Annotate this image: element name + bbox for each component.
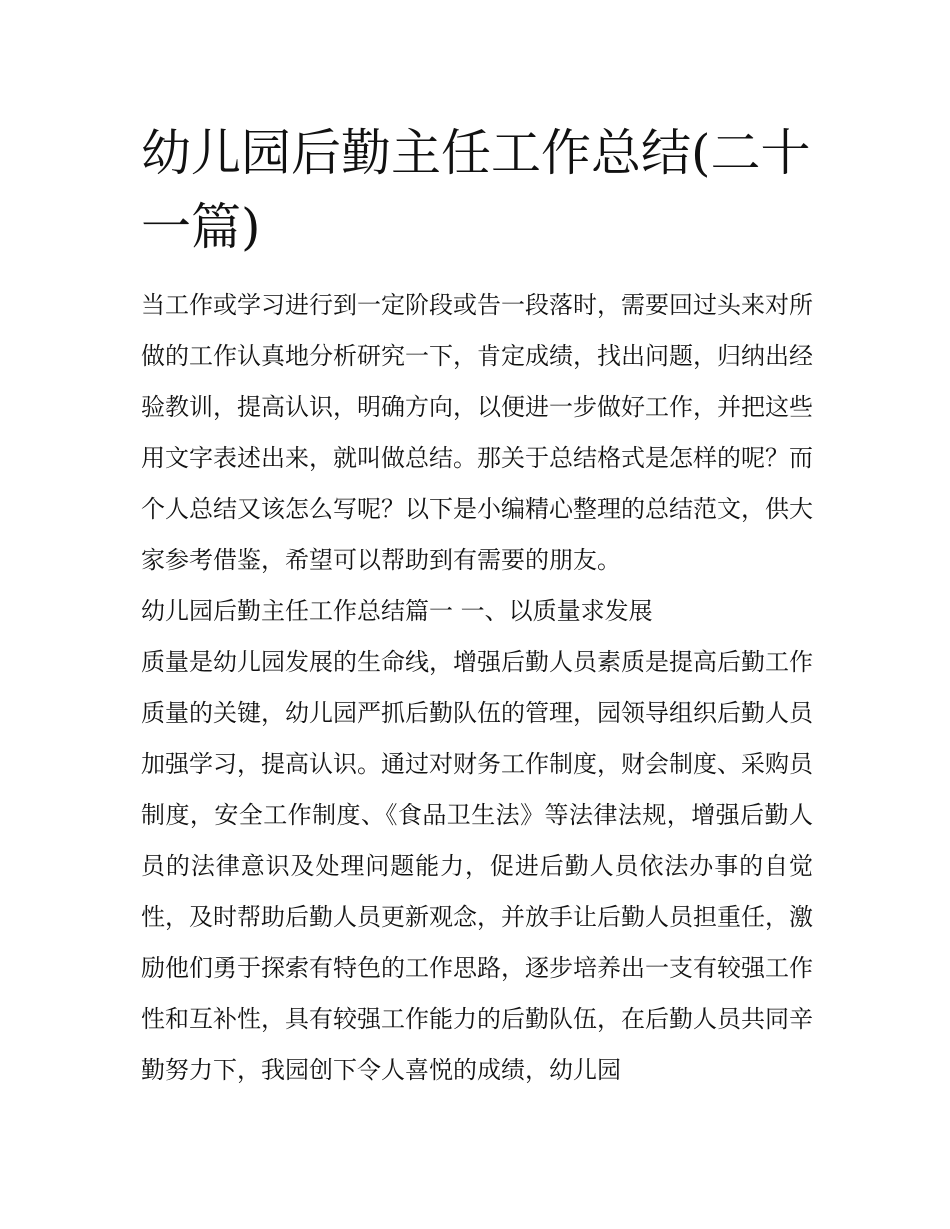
section-heading: 幼儿园后勤主任工作总结篇一 一、以质量求发展: [141, 597, 653, 625]
document-title: 幼儿园后勤主任工作总结(二十一篇): [141, 124, 811, 256]
intro-paragraph: 当工作或学习进行到一定阶段或告一段落时，需要回过头来对所做的工作认真地分析研究一下，肯定成绩，找出问题，归纳出经验教训，提高认识，明确方向，以便进一步做好工作，并把这些用文字表述出来，就叫做总结。那关于总结格式是怎样的呢？而个人总结又该怎么写呢？以下是小编精心整理的总结范文，供大家参考借鉴，希望可以帮助到有需要的朋友。: [141, 291, 813, 574]
body-paragraph: 质量是幼儿园发展的生命线，增强后勤人员素质是提高后勤工作质量的关键，幼儿园严抓后勤队伍的管理，园领导组织后勤人员加强学习，提高认识。通过对财务工作制度，财会制度、采购员制度，安全工作制度、《食品卫生法》等法律法规，增强后勤人员的法律意识及处理问题能力，促进后勤人员依法办事的自觉性，及时帮助后勤人员更新观念，并放手让后勤人员担重任，激励他们勇于探索有特色的工作思路，逐步培养出一支有较强工作性和互补性，具有较强工作能力的后勤队伍，在后勤人员共同辛勤努力下，我园创下令人喜悦的成绩，幼儿园: [141, 648, 813, 1084]
document-content: [141, 280, 813, 1096]
